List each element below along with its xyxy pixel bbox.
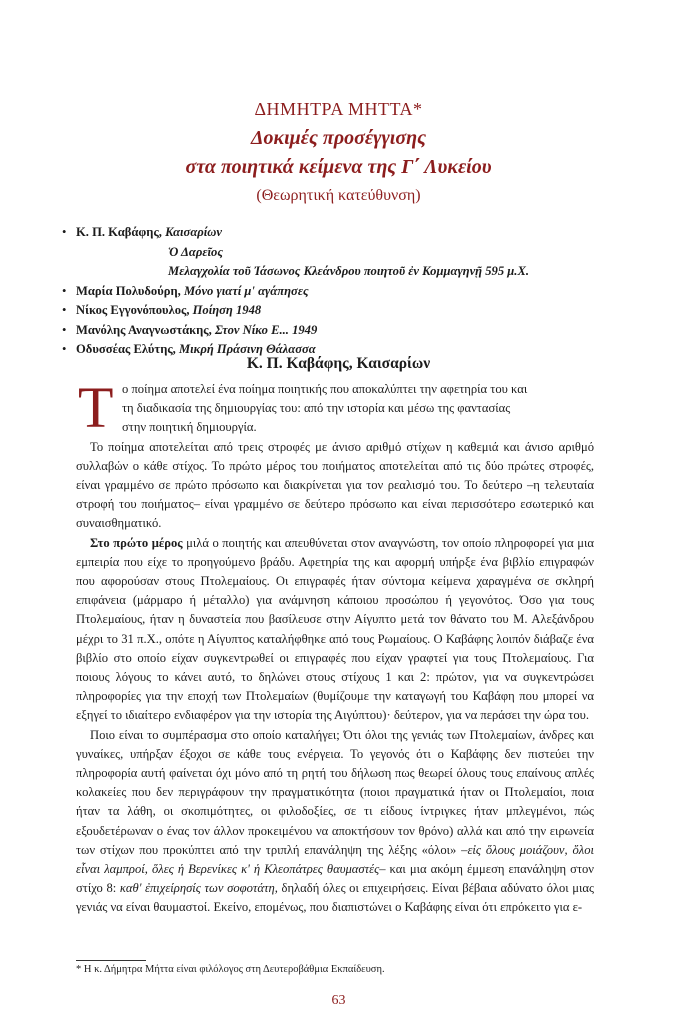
opening-paragraph [76, 375, 594, 440]
bold-lead: Στο πρώτο μέρος [90, 535, 183, 550]
text-line: ο ποίημα αποτελεί ένα ποίημα ποιητικής που αποκαλύπτει την αφετηρία του και [122, 382, 528, 396]
quoted-verse: –εἰς ὅλους μοιάζουν, ὅλοι εἶναι λαμπροί, ὅλες ἡ Βερενίκες κ' ἡ Κλεοπάτρες θαυμαστές– [76, 842, 594, 877]
bullet-icon: • [62, 342, 67, 356]
poem-title: Ὁ Δαρεῖος [168, 244, 223, 259]
poet-name: Κ. Π. Καβάφης, [76, 225, 162, 239]
paragraph-text: δηλαδή όλες οι επιχειρήσεις. Είναι βέβαια αδύνατο όλοι μιας γενιάς να είναι θαυμαστοί. Εκείνο, επομένως, που διαπιστώνει ο Καβάφης είναι ότι επρόκειτο για ε- [76, 881, 594, 915]
article-title-line-1: Δοκιμές προσέγγισης [250, 127, 426, 149]
paragraph-text: Ποιο είναι το συμπέρασμα στο οποίο καταλήγει; Ότι όλοι της γενιάς των Πτολεμαίων, άνδρες και γυναίκες, υπήρξαν έξοχοι σε κάθε τους ενέργεια. Το γεγονός ότι ο Καβάφης δεν πιστεύει την πληροφορία αυτή φαίνεται όχι μόνο από τη ρητή του δήλωση πως θεωρεί όλους τους επαίνους απλές κολακείες που δεν περιγράφουν την πραγματικότητα (ποιοι πραγματικά ήταν οι Πτολεμαίοι, ποια ήταν τα λάθη, οι σκοπιμότητες, οι φιλοδοξίες, σε τι είδους ίντριγκες ήταν μπλεγμένοι, πώς εξουδετέρωναν ο ένας τον άλλον προκειμένου να αποκτήσουν τον θρόνο) αλλά και από την ειρωνεία των στίχων που προκύπτει από την τριπλή επανάληψη της λέξης «όλοι» [76, 727, 594, 857]
bullet-icon: • [62, 283, 67, 298]
poem-list-item [62, 282, 622, 302]
article-body [76, 375, 594, 918]
poem-title: Μελαγχολία τοῦ Ἰάσωνος Κλεάνδρου ποιητοῦ ἐν Κομμαγηνῇ 595 μ.Χ. [168, 264, 529, 278]
footnote-divider [76, 960, 146, 961]
bullet-icon: • [62, 303, 67, 317]
text-line: στην ποιητική δημιουργία. [122, 420, 257, 435]
poet-name: Μαρία Πολυδούρη, [76, 283, 181, 298]
text-line: τη διαδικασία της δημιουργίας του: από την ιστορία και μέσω της φαντασίας [122, 401, 511, 416]
poem-list [62, 223, 622, 360]
poem-title: Μικρή Πράσινη Θάλασσα [178, 342, 316, 356]
poem-list-item [62, 223, 622, 243]
article-subtitle: (Θεωρητική κατεύθυνση) [256, 187, 421, 204]
paragraph: Το ποίημα αποτελείται από τρεις στροφές με άνισο αριθμό στίχων η καθεμιά και άνισο αριθμό συλλαβών ο κάθε στίχος. Το πρώτο μέρος του ποιήματος αποτελείται από τις δύο πρώτες στροφές, είναι γραμμένο σε πρώτο πρόσωπο και διακρίνεται για τον ρεαλισμό του. Το δεύτερο –η τελευταία στροφή του ποιήματος– είναι γραμμένο σε δεύτερο πρόσωπο και είναι περισσότερο εσωτερικό και συναισθηματικό. [76, 439, 594, 531]
poem-title: Μόνο γιατί μ' αγάπησες [183, 283, 309, 298]
poet-name: Νίκος Εγγονόπουλος, [76, 303, 190, 317]
poem-title: Καισαρίων [165, 225, 222, 239]
poem-list-item [62, 301, 622, 321]
poem-list-item [62, 321, 622, 341]
bullet-icon: • [62, 225, 67, 239]
article-title-line-2: στα ποιητικά κείμενα της Γ΄ Λυκείου [185, 156, 492, 178]
footnote: * Η κ. Δήμητρα Μήττα είναι φιλόλογος στη Δευτεροβάθμια Εκπαίδευση. [76, 964, 385, 975]
poem-list-item [62, 262, 622, 282]
page-number: 63 [331, 993, 346, 1008]
drop-cap: Τ [78, 375, 114, 440]
quoted-verse: καθ' ἐπιχείρησίς των σοφοτάτη, [119, 881, 278, 896]
section-heading: Κ. Π. Καβάφης, Καισαρίων [246, 355, 431, 372]
paragraph [76, 534, 594, 726]
bullet-icon: • [62, 322, 67, 337]
paragraph-text: μιλά ο ποιητής και απευθύνεται στον αναγνώστη, τον οποίο πληροφορεί για μια εμπειρία που είχε το προηγούμενο βράδυ. Αφετηρία της και αφορμή υπήρξε ένα βιβλίο επιγραφών που αφορούσαν στους Πτολεμαίους. Οι επιγραφές ήταν σύντομα κείμενα χαραγμένα σε σκληρή επιφάνεια (μάρμαρο ή μέταλλο) για ανάμνηση κάποιου προσώπου ή γεγονότος. Όσο για τους Πτολεμαίους, ήταν η δυναστεία που βασίλευσε στην Αίγυπτο μετά τον θάνατο του Μ. Αλεξάνδρου μέχρι το 31 π.Χ., οπότε η Αίγυπτος καταλήφθηκε από τους Ρωμαίους. Ο Καβάφης λοιπόν διάβαζε ένα βιβλίο στο οποίο είχαν συγκεντρωθεί οι επιγραφές που είχαν γραφτεί για τους Πτολεμαίους. Για ποιους λόγους το κάνει αυτό, το δηλώνει στους στίχους 1 και 2: πρώτον, για να συγκεντρώσει πληροφορίες για την εποχή των Πτολεμαίων (θυμίζουμε την καταγωγή του Καβάφη που μπορεί να εξηγεί το ιδιαίτερο ενδιαφέρον για την ιστορία της Αιγύπτου)· δεύτερον, για να περάσει την ώρα του. [76, 535, 594, 723]
poem-title: Στον Νίκο Ε... 1949 [214, 322, 318, 337]
article-author: ΔΗΜΗΤΡΑ ΜΗΤΤΑ* [254, 99, 423, 119]
paragraph [76, 726, 594, 918]
poem-title: Ποίηση 1948 [192, 303, 262, 317]
poet-name: Οδυσσέας Ελύτης, [76, 342, 176, 356]
poet-name: Μανόλης Αναγνωστάκης, [76, 322, 212, 337]
poem-list-item [62, 243, 622, 263]
paragraph-text: και μια ακόμη έμμεση επανάληψη στον στίχο 8: [76, 862, 594, 896]
